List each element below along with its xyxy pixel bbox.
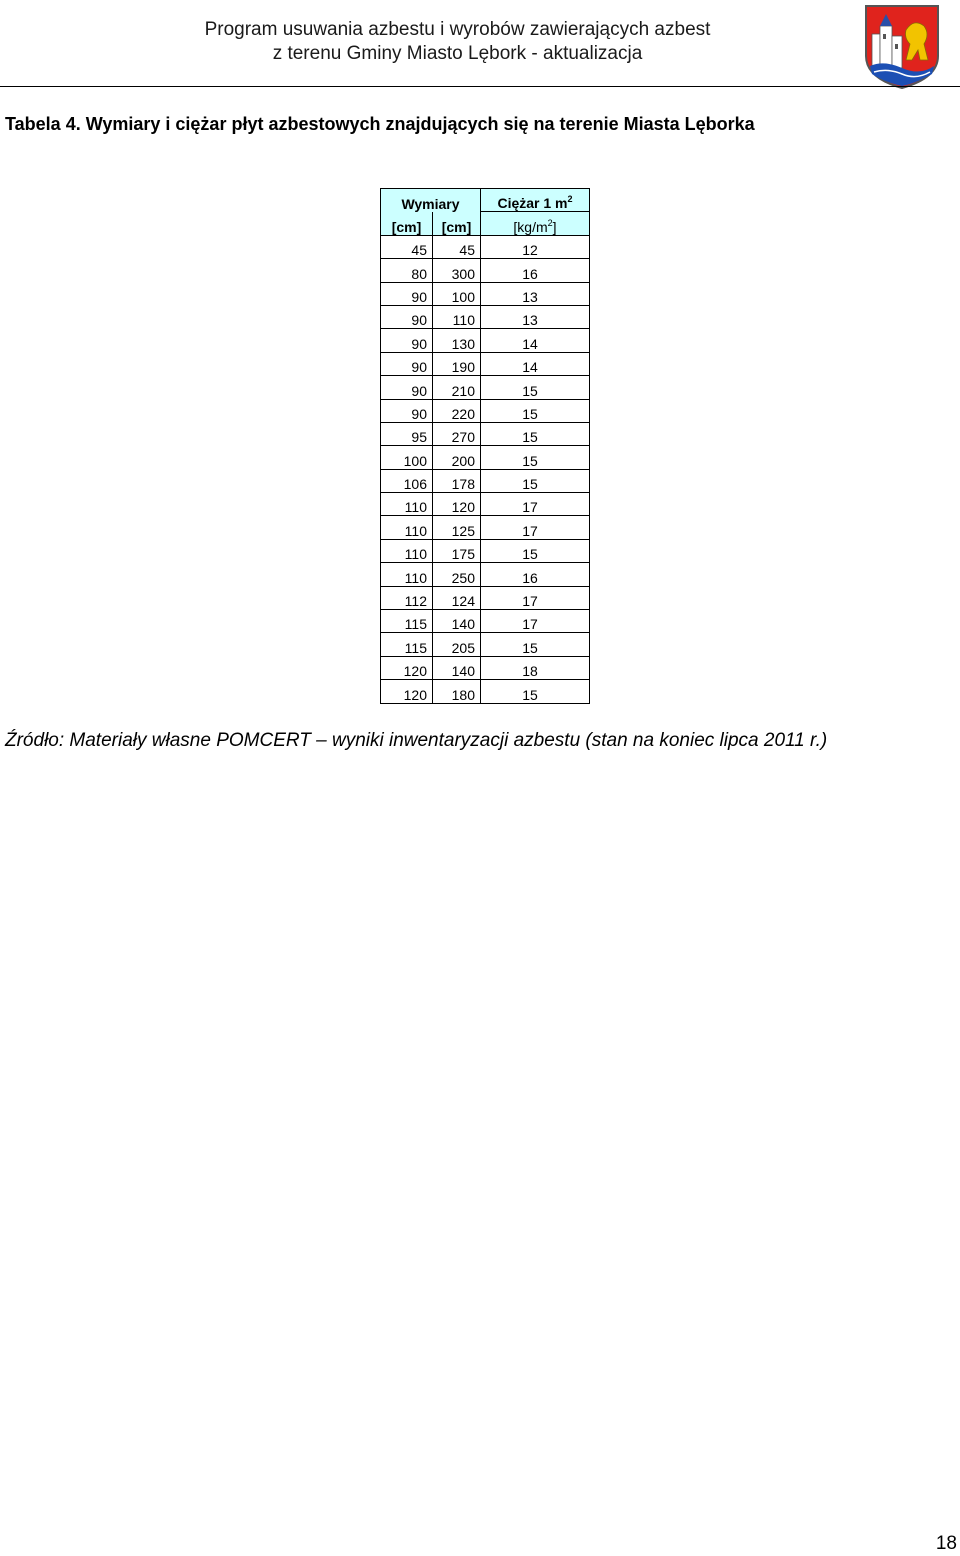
table-row xyxy=(381,259,590,282)
unit-weight-pre: [kg/m xyxy=(513,218,548,235)
cell-width: 90 xyxy=(381,376,433,399)
table-row xyxy=(381,399,590,422)
table-row xyxy=(381,422,590,445)
cell-width: 106 xyxy=(381,469,433,492)
cell-weight: 15 xyxy=(481,399,590,422)
cell-width: 110 xyxy=(381,539,433,562)
cell-length: 125 xyxy=(433,516,481,539)
cell-weight: 16 xyxy=(481,563,590,586)
cell-weight: 13 xyxy=(481,305,590,328)
cell-length: 190 xyxy=(433,352,481,375)
cell-length: 220 xyxy=(433,399,481,422)
cell-width: 90 xyxy=(381,329,433,352)
cell-width: 120 xyxy=(381,680,433,703)
cell-length: 130 xyxy=(433,329,481,352)
cell-width: 90 xyxy=(381,352,433,375)
cell-length: 110 xyxy=(433,305,481,328)
cell-width: 110 xyxy=(381,563,433,586)
cell-weight: 15 xyxy=(481,446,590,469)
table-row xyxy=(381,235,590,258)
cell-width: 115 xyxy=(381,610,433,633)
cell-length: 205 xyxy=(433,633,481,656)
table-row xyxy=(381,282,590,305)
table-row xyxy=(381,446,590,469)
cell-length: 100 xyxy=(433,282,481,305)
page-number: 18 xyxy=(935,1533,957,1554)
cell-length: 200 xyxy=(433,446,481,469)
cell-length: 210 xyxy=(433,376,481,399)
table-row xyxy=(381,563,590,586)
table-row xyxy=(381,376,590,399)
table-row xyxy=(381,656,590,679)
cell-width: 112 xyxy=(381,586,433,609)
cell-length: 178 xyxy=(433,469,481,492)
cell-length: 140 xyxy=(433,656,481,679)
cell-width: 90 xyxy=(381,305,433,328)
cell-weight: 15 xyxy=(481,422,590,445)
table-row xyxy=(381,352,590,375)
cell-weight: 17 xyxy=(481,493,590,516)
unit-weight-sup: 2 xyxy=(547,217,553,228)
cell-width: 110 xyxy=(381,516,433,539)
cell-width: 95 xyxy=(381,422,433,445)
cell-weight: 15 xyxy=(481,469,590,492)
cell-width: 100 xyxy=(381,446,433,469)
cell-weight: 18 xyxy=(481,656,590,679)
table-header-row xyxy=(381,189,590,212)
cell-weight: 15 xyxy=(481,633,590,656)
coat-of-arms-icon xyxy=(864,4,940,90)
source-note: Źródło: Materiały własne POMCERT – wyniki inwentaryzacji azbestu (stan na koniec lipca 2011 r.) xyxy=(5,730,828,751)
header-dimensions: Wymiary xyxy=(381,189,481,212)
cell-length: 124 xyxy=(433,586,481,609)
table-row xyxy=(381,469,590,492)
table-row xyxy=(381,493,590,516)
table-row xyxy=(381,516,590,539)
cell-weight: 16 xyxy=(481,259,590,282)
table-caption: Tabela 4. Wymiary i ciężar płyt azbestowych znajdujących się na terenie Miasta Lęborka xyxy=(5,114,755,134)
header-weight xyxy=(481,189,590,212)
cell-length: 180 xyxy=(433,680,481,703)
header-line-1: Program usuwania azbestu i wyrobów zawierających azbest xyxy=(204,19,711,40)
cell-weight: 17 xyxy=(481,516,590,539)
cell-width: 80 xyxy=(381,259,433,282)
asbestos-sheets-table xyxy=(380,188,590,704)
cell-weight: 13 xyxy=(481,282,590,305)
cell-weight: 15 xyxy=(481,376,590,399)
table-row xyxy=(381,305,590,328)
header-divider xyxy=(0,86,960,87)
cell-width: 90 xyxy=(381,399,433,422)
cell-length: 45 xyxy=(433,235,481,258)
table-units-row xyxy=(381,212,590,235)
cell-weight: 14 xyxy=(481,352,590,375)
cell-weight: 17 xyxy=(481,586,590,609)
cell-width: 90 xyxy=(381,282,433,305)
cell-length: 120 xyxy=(433,493,481,516)
cell-weight: 14 xyxy=(481,329,590,352)
cell-weight: 15 xyxy=(481,680,590,703)
page-header xyxy=(150,18,765,66)
header-weight-text: Ciężar 1 m xyxy=(497,195,568,212)
unit-length: [cm] xyxy=(433,212,481,235)
cell-width: 110 xyxy=(381,493,433,516)
cell-length: 300 xyxy=(433,259,481,282)
table-row xyxy=(381,610,590,633)
table-row xyxy=(381,680,590,703)
unit-weight-post: ] xyxy=(552,218,557,235)
cell-length: 250 xyxy=(433,563,481,586)
cell-weight: 15 xyxy=(481,539,590,562)
cell-length: 270 xyxy=(433,422,481,445)
cell-width: 45 xyxy=(381,235,433,258)
table-row xyxy=(381,329,590,352)
cell-weight: 17 xyxy=(481,610,590,633)
unit-width: [cm] xyxy=(381,212,433,235)
cell-width: 115 xyxy=(381,633,433,656)
table-row xyxy=(381,539,590,562)
cell-length: 175 xyxy=(433,539,481,562)
table-row xyxy=(381,633,590,656)
header-weight-sup: 2 xyxy=(567,194,573,205)
header-line-2: z terenu Gminy Miasto Lębork - aktualizacja xyxy=(272,43,643,64)
table-row xyxy=(381,586,590,609)
cell-weight: 12 xyxy=(481,235,590,258)
cell-length: 140 xyxy=(433,610,481,633)
cell-width: 120 xyxy=(381,656,433,679)
unit-weight xyxy=(481,212,590,235)
